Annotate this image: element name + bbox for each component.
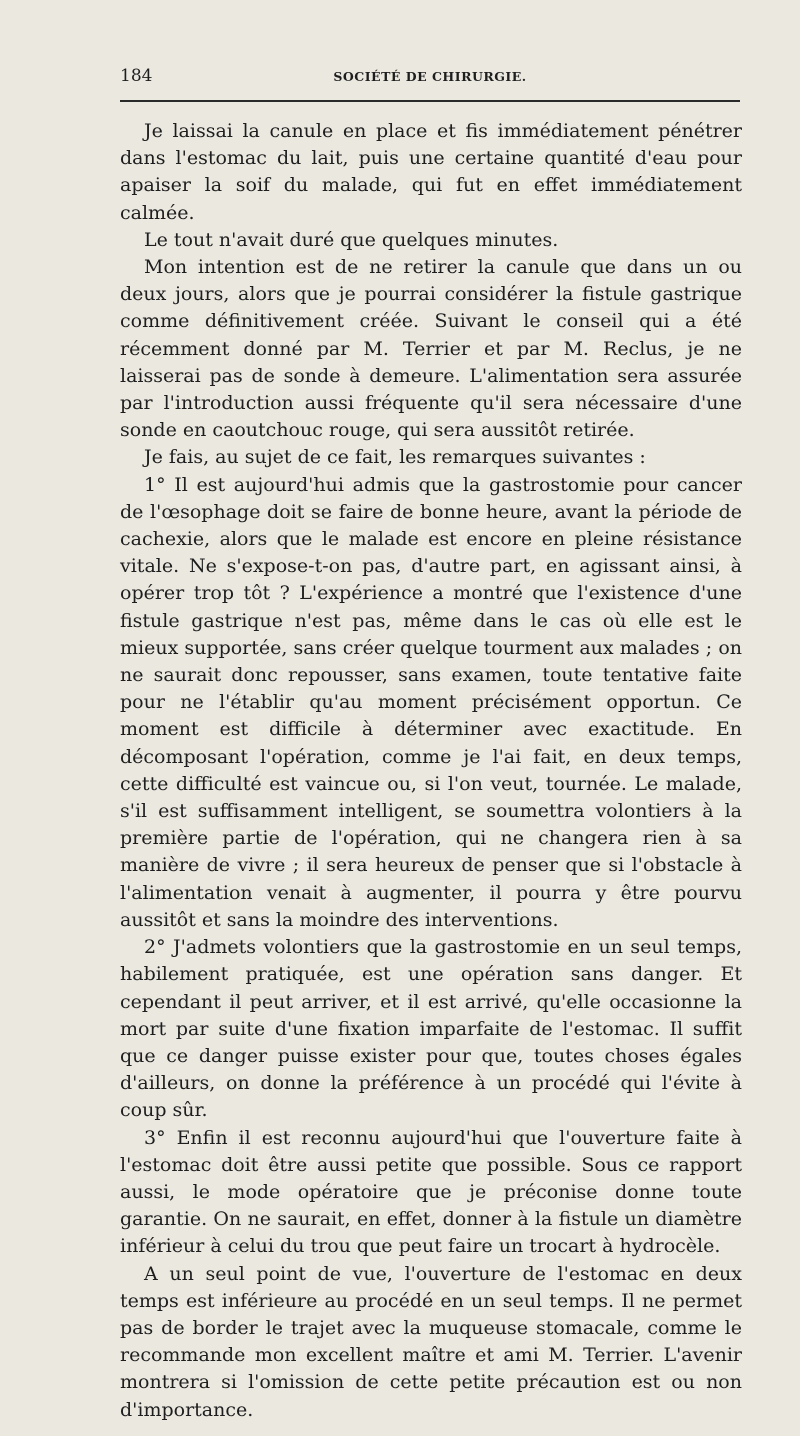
page-number: 184 [120, 66, 153, 86]
paragraph-conclusion: A un seul point de vue, l'ouverture de l'estomac en deux temps est inférieure au procédé en un seul temps. Il ne permet pas de border le trajet avec la muqueuse stomacale, comme le recommande mon excellent maître et ami M. Terrier. L'avenir montrera si l'omission de cette petite précaution est ou non d'importance. [120, 1262, 742, 1421]
page-header [120, 66, 740, 88]
paragraph-remarque-3: 3° Enfin il est reconnu aujourd'hui que l'ouverture faite à l'estomac doit être aussi petite que possible. Sous ce rapport aussi, le mode opératoire que je préconise donne toute garantie. On ne saurait, en effet, donner à la fistule un diamètre inférieur à celui du trou que peut faire un trocart à hydrocèle. [120, 1126, 742, 1258]
running-title: SOCIÉTÉ DE CHIRURGIE. [333, 69, 527, 84]
paragraph-intention: Mon intention est de ne retirer la canule que dans un ou deux jours, alors que je pourrai considérer la fistule gastrique comme définitivement créée. Suivant le conseil qui a été récemment donné par M. Terrier et par M. Reclus, je ne laisserai pas de sonde à demeure. L'alimentation sera assurée par l'introduction aussi fréquente qu'il sera nécessaire d'une sonde en caoutchouc rouge, qui sera aussitôt retirée. [120, 256, 742, 442]
paragraph-remarque-2: 2° J'admets volontiers que la gastrostomie en un seul temps, habilement pratiquée, est une opération sans danger. Et cependant il peut arriver, et il est arrivé, qu'elle occasionne la mort par suite d'une fixation imparfaite de l'estomac. Il suffit que ce danger puisse exister pour que, toutes choses égales d'ailleurs, on donne la préférence à un procédé qui l'évite à coup sûr. [120, 936, 742, 1122]
header-rule [120, 100, 740, 102]
body-text [120, 118, 742, 1424]
paragraph-canule: Je laissai la canule en place et fis immédiatement pénétrer dans l'estomac du lait, puis une certaine quantité d'eau pour apaiser la soif du malade, qui fut en effet immédiatement calmée. [120, 120, 742, 224]
paragraph-duree: Le tout n'avait duré que quelques minutes. [144, 228, 559, 251]
paragraph-remarque-1: 1° Il est aujourd'hui admis que la gastrostomie pour cancer de l'œsophage doit se faire de bonne heure, avant la période de cachexie, alors que le malade est encore en pleine résistance vitale. Ne s'expose-t-on pas, d'autre part, en agissant ainsi, à opérer trop tôt ? L'expérience a montré que l'existence d'une fistule gastrique n'est pas, même dans le cas où elle est le mieux supportée, sans créer quelque tourment aux malades ; on ne saurait donc repousser, sans examen, toute tentative faite pour ne l'établir qu'au moment précisément opportun. Ce moment est difficile à déterminer avec exactitude. En décomposant l'opération, comme je l'ai fait, en deux temps, cette difficulté est vaincue ou, si l'on veut, tournée. Le malade, s'il est suffisamment intelligent, se soumettra volontiers à la première partie de l'opération, qui ne changera rien à sa manière de vivre ; il sera heureux de penser que si l'obstacle à l'alimentation venait à augmenter, il pourra y être pourvu aussitôt et sans la moindre des interventions. [120, 473, 742, 931]
paragraph-remarques: Je fais, au sujet de ce fait, les remarques suivantes : [144, 446, 646, 469]
